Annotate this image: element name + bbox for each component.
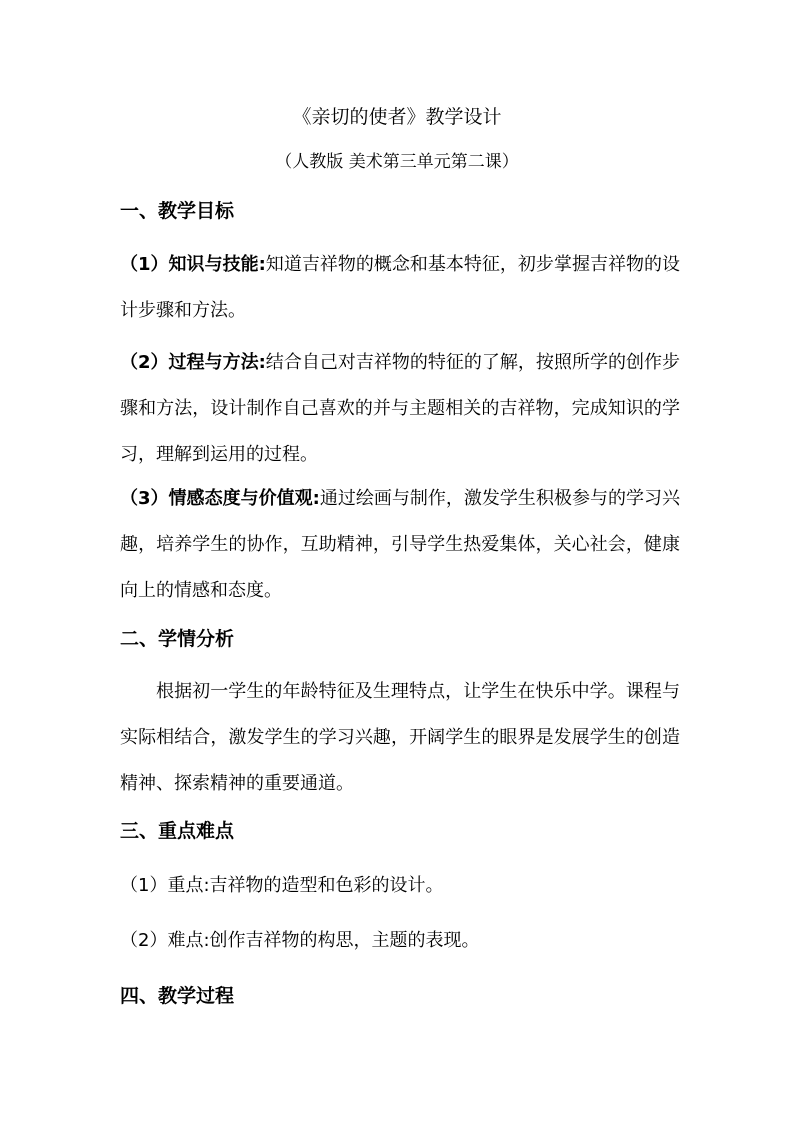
section-heading-process: 四、教学过程: [120, 985, 235, 1007]
objective-label: （1）知识与技能:: [120, 254, 266, 275]
objective-text: 通过绘画与制作，激发学生积极参与的学习兴趣，培养学生的协作，互助精神，引导学生热爱集体，关心社会，健康向上的情感和态度。: [120, 488, 680, 601]
objective-text: 结合自己对吉祥物的特征的了解，按照所学的创作步骤和方法，设计制作自己喜欢的并与主题相关的吉祥物，完成知识的学习，理解到运用的过程。: [120, 352, 680, 465]
section-heading-analysis: 二、学情分析: [120, 628, 235, 650]
objective-knowledge-skills: [120, 242, 680, 334]
objective-label: （3）情感态度与价值观:: [120, 488, 320, 509]
objective-process-methods: [120, 340, 680, 478]
section-heading-objectives: 一、教学目标: [120, 200, 235, 222]
key-point-item: （1）重点:吉祥物的造型和色彩的设计。: [120, 875, 444, 896]
objective-label: （2）过程与方法:: [120, 352, 266, 373]
document-subtitle: （人教版 美术第三单元第二课）: [275, 152, 519, 172]
objective-text: 知道吉祥物的概念和基本特征，初步掌握吉祥物的设计步骤和方法。: [120, 254, 680, 321]
section-heading-key-points: 三、重点难点: [120, 820, 235, 842]
objective-emotion-values: [120, 476, 680, 614]
document-title: 《亲切的使者》教学设计: [292, 106, 502, 128]
analysis-paragraph: 根据初一学生的年龄特征及生理特点，让学生在快乐中学。课程与实际相结合，激发学生的学习兴趣，开阔学生的眼界是发展学生的创造精神、探索精神的重要通道。: [120, 681, 680, 794]
difficulty-item: （2）难点:创作吉祥物的构思，主题的表现。: [120, 930, 480, 951]
